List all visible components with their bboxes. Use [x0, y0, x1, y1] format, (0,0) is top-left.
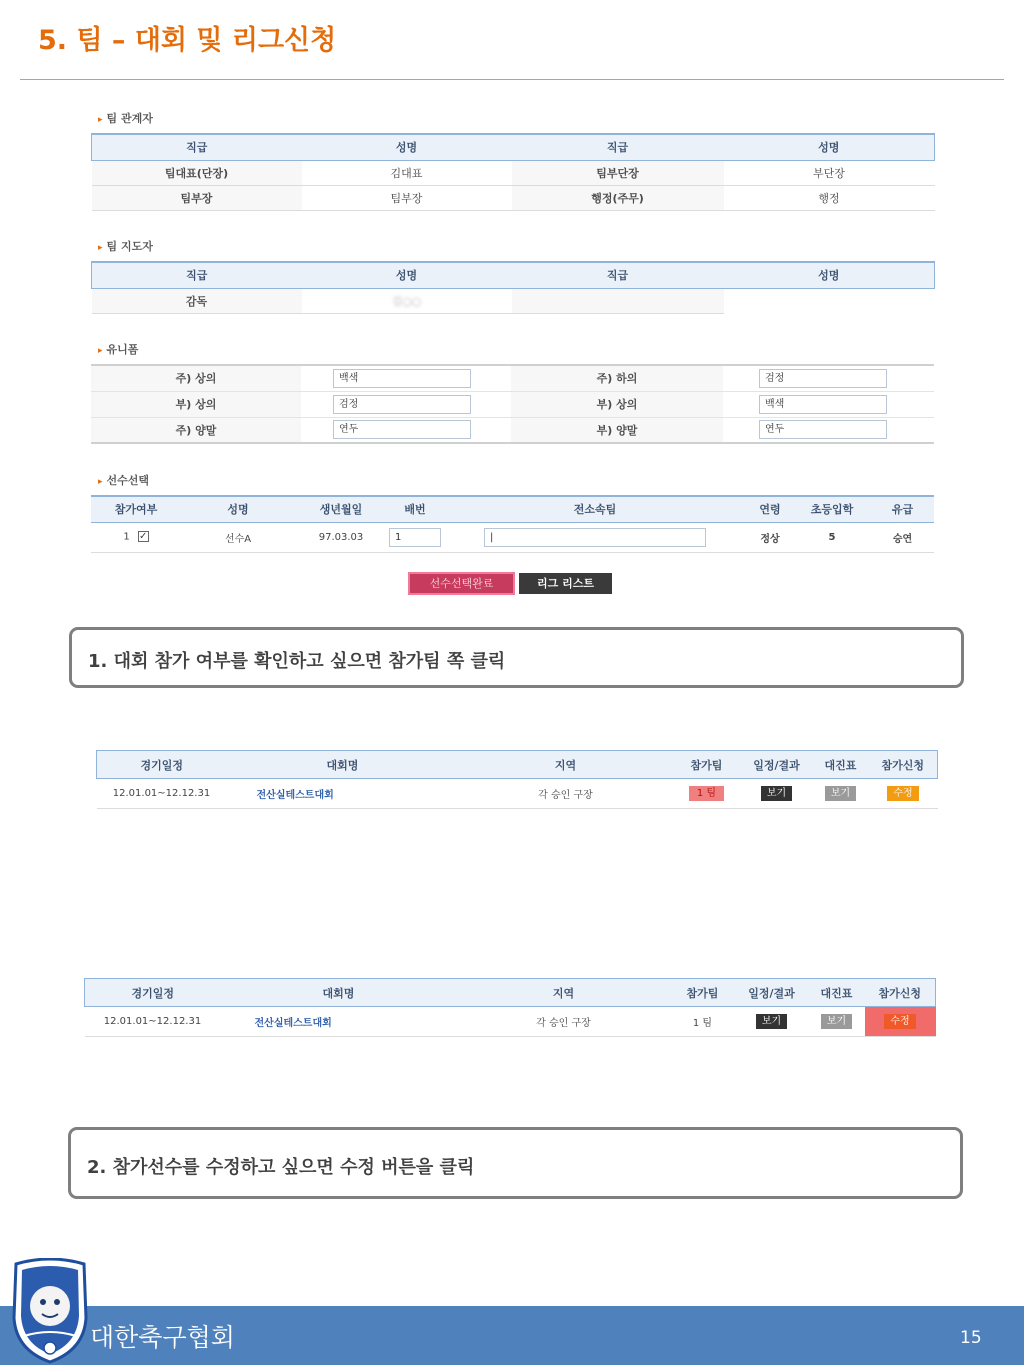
- competition-name-link[interactable]: 전산실테스트대회: [256, 790, 334, 801]
- table-row: [92, 160, 935, 185]
- column-header: 배번: [387, 496, 443, 522]
- table-cell: [91, 522, 181, 552]
- table-cell-blurred: 김○○: [302, 288, 512, 313]
- title-divider: [20, 79, 1004, 80]
- column-header: 일정/결과: [735, 979, 809, 1007]
- players-table: [91, 495, 934, 553]
- column-header: 직급: [92, 262, 302, 288]
- section-players-label: ▸ 선수선택: [98, 474, 150, 487]
- table-cell: 부) 양말: [511, 417, 723, 443]
- column-header: 성명: [181, 496, 295, 522]
- column-header: 경기일정: [85, 979, 221, 1007]
- table-cell: 팀부단장: [512, 160, 724, 185]
- schedule-view-button[interactable]: 보기: [761, 786, 792, 801]
- bullet-icon: ▸: [98, 243, 103, 253]
- column-header: 경기일정: [97, 751, 227, 779]
- player-selection-complete-button[interactable]: 선수선택완료: [408, 572, 515, 595]
- column-header: 직급: [512, 134, 724, 160]
- table-row: [91, 417, 934, 443]
- table-cell: [512, 288, 724, 313]
- bracket-view-button[interactable]: 보기: [821, 1014, 852, 1029]
- uniform-input[interactable]: 백색: [333, 369, 471, 388]
- table-cell: [221, 1007, 457, 1037]
- table-cell: 주) 하의: [511, 365, 723, 391]
- table-cell: 부단장: [724, 160, 935, 185]
- bullet-icon: ▸: [98, 346, 103, 356]
- column-header: 대진표: [813, 751, 869, 779]
- table-cell: 각 승인 구장: [459, 779, 673, 809]
- table-header-row: [85, 979, 936, 1007]
- callout-box-1: [69, 627, 964, 688]
- table-cell: [723, 417, 934, 443]
- column-header: 일정/결과: [741, 751, 813, 779]
- table-cell: [813, 779, 869, 809]
- column-header: 직급: [92, 134, 302, 160]
- uniform-input[interactable]: 연두: [333, 420, 471, 439]
- column-header: 연령: [747, 496, 793, 522]
- column-header: 성명: [724, 262, 935, 288]
- participating-teams-button[interactable]: 1 팀: [689, 786, 724, 801]
- column-header: 전소속팀: [443, 496, 747, 522]
- uniform-input[interactable]: 연두: [759, 420, 887, 439]
- column-header: 생년월일: [295, 496, 387, 522]
- column-header: 참가팀: [671, 979, 735, 1007]
- column-header: 유급: [871, 496, 934, 522]
- staff-table: [91, 133, 935, 211]
- table-row: [92, 185, 935, 210]
- table-row: [91, 365, 934, 391]
- table-cell: 팀부장: [92, 185, 302, 210]
- table-cell: [671, 1007, 735, 1037]
- table-cell: 부) 상의: [511, 391, 723, 417]
- table-cell: 행정(주무): [512, 185, 724, 210]
- table-cell: [443, 522, 747, 552]
- table-cell: [723, 391, 934, 417]
- table-cell: 부) 상의: [91, 391, 301, 417]
- table-cell: 5: [793, 522, 871, 552]
- footer-organization: 대한축구협회: [90, 1323, 235, 1352]
- section-staff-label: ▸ 팀 관계자: [98, 112, 153, 125]
- league-list-button[interactable]: 리그 리스트: [519, 573, 612, 594]
- column-header: 지역: [459, 751, 673, 779]
- table-header-row: [91, 496, 934, 522]
- column-header: 지역: [457, 979, 671, 1007]
- table-cell-highlighted: [865, 1007, 936, 1037]
- table-row: [85, 1007, 936, 1037]
- table-cell: [387, 522, 443, 552]
- bullet-icon: ▸: [98, 115, 103, 125]
- column-header: 대회명: [221, 979, 457, 1007]
- callout-text-2: 2. 참가선수를 수정하고 싶으면 수정 버튼을 클릭: [87, 1157, 475, 1178]
- column-header: 대진표: [809, 979, 865, 1007]
- table-cell: 승연: [871, 522, 934, 552]
- table-cell: 감독: [92, 288, 302, 313]
- uniform-input[interactable]: 검정: [333, 395, 471, 414]
- column-header: 직급: [512, 262, 724, 288]
- table-cell: [301, 417, 511, 443]
- table-cell: 김대표: [302, 160, 512, 185]
- column-header: 대회명: [227, 751, 459, 779]
- competition-name-link[interactable]: 전산실테스트대회: [254, 1018, 332, 1029]
- row-number: 1: [123, 531, 130, 543]
- table-row: [97, 779, 938, 809]
- jersey-number-input[interactable]: 1: [389, 528, 441, 547]
- table-cell: 주) 양말: [91, 417, 301, 443]
- table-cell: [723, 365, 934, 391]
- callout-text-1: 1. 대회 참가 여부를 확인하고 싶으면 참가팀 쪽 클릭: [88, 651, 506, 672]
- column-header: 성명: [724, 134, 935, 160]
- table-cell: [227, 779, 459, 809]
- kfa-emblem-icon: [8, 1258, 92, 1364]
- column-header: 성명: [302, 262, 512, 288]
- table-row: [92, 288, 935, 313]
- table-cell: [809, 1007, 865, 1037]
- table-cell: [301, 365, 511, 391]
- table-cell: 97.03.03: [295, 522, 387, 552]
- uniform-input[interactable]: 검정: [759, 369, 887, 388]
- participate-checkbox[interactable]: ✓: [138, 531, 148, 543]
- table-cell: 선수A: [181, 522, 295, 552]
- bracket-view-button[interactable]: 보기: [825, 786, 856, 801]
- table-cell: 주) 상의: [91, 365, 301, 391]
- table-header-row: [92, 134, 935, 160]
- table-cell: [735, 1007, 809, 1037]
- participating-teams-button[interactable]: 1 팀: [692, 1018, 713, 1029]
- table-row: [91, 391, 934, 417]
- schedule-view-button[interactable]: 보기: [756, 1014, 787, 1029]
- section-uniform-label: ▸ 유니폼: [98, 343, 139, 356]
- table-cell: [724, 288, 935, 313]
- column-header: 성명: [302, 134, 512, 160]
- column-header: 초등입학: [793, 496, 871, 522]
- column-header: 참가신청: [869, 751, 938, 779]
- table-cell: [673, 779, 741, 809]
- column-header: 참가팀: [673, 751, 741, 779]
- slide-title: 5. 팀 – 대회 및 리그신청: [38, 25, 337, 56]
- uniform-input[interactable]: 백색: [759, 395, 887, 414]
- bullet-icon: ▸: [98, 477, 103, 487]
- table-cell: 팀대표(단장): [92, 160, 302, 185]
- competition-table-2: [84, 978, 936, 1037]
- column-header: 참가신청: [865, 979, 936, 1007]
- table-cell: 팀부장: [302, 185, 512, 210]
- column-header: 참가여부: [91, 496, 181, 522]
- table-header-row: [97, 751, 938, 779]
- apply-edit-button[interactable]: 수정: [884, 1014, 915, 1029]
- table-cell: 12.01.01~12.12.31: [97, 779, 227, 809]
- callout-box-2: [68, 1127, 963, 1199]
- previous-team-input[interactable]: |: [484, 528, 706, 547]
- table-cell: [741, 779, 813, 809]
- table-cell: 각 승인 구장: [457, 1007, 671, 1037]
- table-header-row: [92, 262, 935, 288]
- apply-edit-button[interactable]: 수정: [887, 786, 918, 801]
- competition-table-1: [96, 750, 938, 809]
- table-cell: [301, 391, 511, 417]
- table-cell: 행정: [724, 185, 935, 210]
- table-cell: 정상: [747, 522, 793, 552]
- coach-table: [91, 261, 935, 314]
- table-row: [91, 522, 934, 552]
- section-coach-label: ▸ 팀 지도자: [98, 240, 153, 253]
- uniform-table: [91, 364, 934, 444]
- page-number: 15: [960, 1328, 982, 1348]
- table-cell: 12.01.01~12.12.31: [85, 1007, 221, 1037]
- table-cell: [869, 779, 938, 809]
